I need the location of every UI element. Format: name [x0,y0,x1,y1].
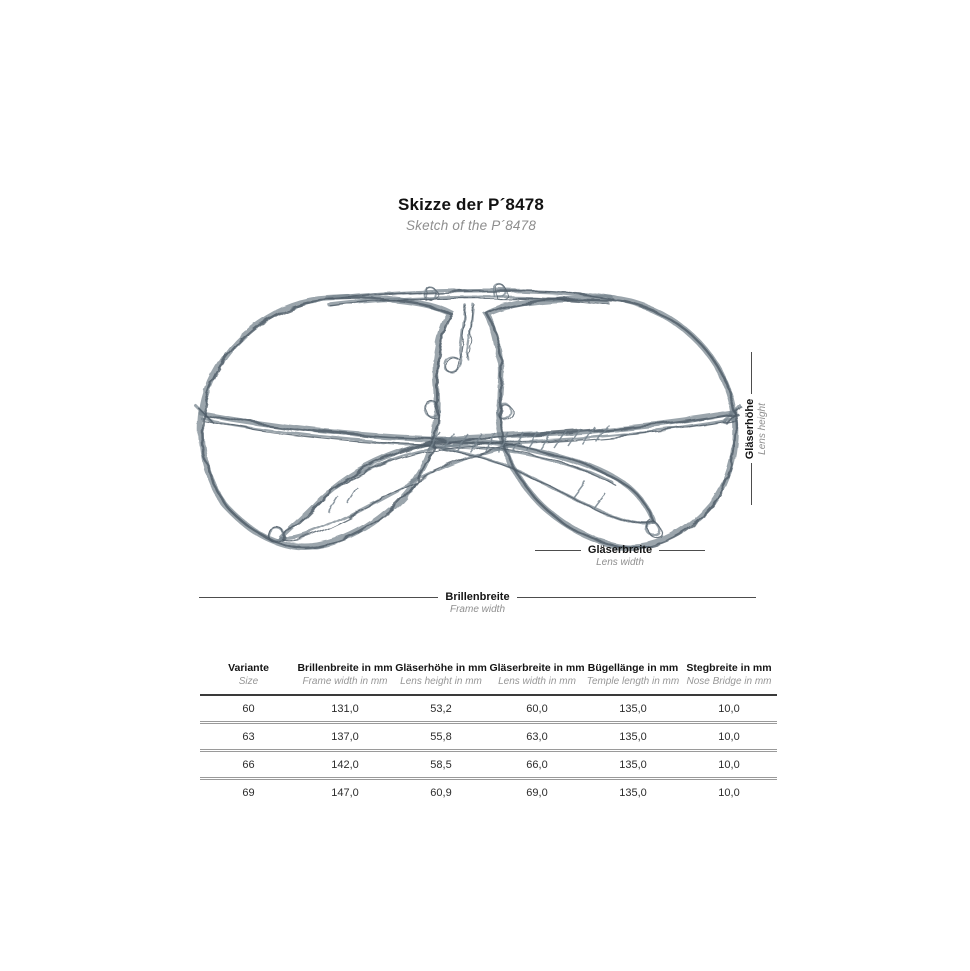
cell-temple-length: 135,0 [585,751,681,779]
sketch-layer-dark [197,286,741,548]
cell-temple-length: 135,0 [585,723,681,751]
cell-size: 63 [200,723,297,751]
col-header-glaeserbreite: Gläserbreite in mm Lens width in mm [489,662,585,695]
lens-height-dimension-line-bottom [751,463,752,505]
table-row-size-63 [200,723,777,751]
cell-nose-bridge: 10,0 [718,702,740,715]
cell-size: 66 [200,751,297,779]
cell-nose-bridge: 10,0 [681,779,777,806]
cell-size: 60 [242,702,255,715]
cell-temple-length: 135,0 [585,779,681,806]
cell-frame-width: 142,0 [297,751,393,779]
cell-size: 69 [200,779,297,806]
col-header-brillenbreite: Brillenbreite in mm Frame width in mm [297,662,393,695]
cell-lens-height: 58,5 [393,751,489,779]
col-header-glaeserhoehe: Gläserhöhe in mm Lens height in mm [393,662,489,695]
cell-lens-width: 66,0 [489,751,585,779]
cell-frame-width: 147,0 [297,779,393,806]
title-block [0,195,942,233]
sketch-layer-soft [196,285,740,547]
col-header-buegellaenge: Bügellänge in mm Temple length in mm [585,662,681,695]
col-header-stegbreite: Stegbreite in mm Nose Bridge in mm [681,662,777,695]
cell-temple-length: 135,0 [619,702,647,715]
cell-frame-width: 131,0 [331,702,359,715]
cell-lens-height: 60,9 [393,779,489,806]
cell-lens-width: 69,0 [489,779,585,806]
col-header-variante: Variante Size [200,662,297,695]
table-row-size-66 [200,751,777,779]
lens-width-dimension-line-right [659,550,705,551]
cell-lens-height: 53,2 [430,702,452,715]
right-lens-rim [486,298,735,547]
cell-nose-bridge: 10,0 [681,723,777,751]
cell-frame-width: 137,0 [297,723,393,751]
cell-lens-height: 55,8 [393,723,489,751]
table-header-row [200,662,777,695]
cell-lens-width: 60,0 [526,702,548,715]
frame-width-dimension [199,591,756,616]
lens-width-dimension [520,544,720,569]
frame-width-label-de: Brillenbreite [445,591,510,603]
table-row-size-60 [200,695,777,723]
lens-width-label-de: Gläserbreite [587,544,653,556]
page-title: Skizze der P´8478 [397,195,545,214]
cell-nose-bridge: 10,0 [681,751,777,779]
lens-height-dimension-label [739,379,773,479]
lens-width-dimension-line-left [535,550,581,551]
lens-width-label-en: Lens width [596,557,644,568]
lens-height-label-de: Gläserhöhe [743,398,756,460]
cell-lens-width: 63,0 [489,723,585,751]
frame-width-dimension-line-left [199,597,438,598]
table-row-size-69 [200,779,777,806]
sunglasses-sketch [178,272,778,572]
lens-height-label-en: Lens height [756,403,768,455]
size-spec-table [200,662,777,805]
frame-width-dimension-line-right [517,597,756,598]
page-subtitle: Sketch of the P´8478 [405,218,537,233]
frame-width-label-en: Frame width [449,604,505,615]
